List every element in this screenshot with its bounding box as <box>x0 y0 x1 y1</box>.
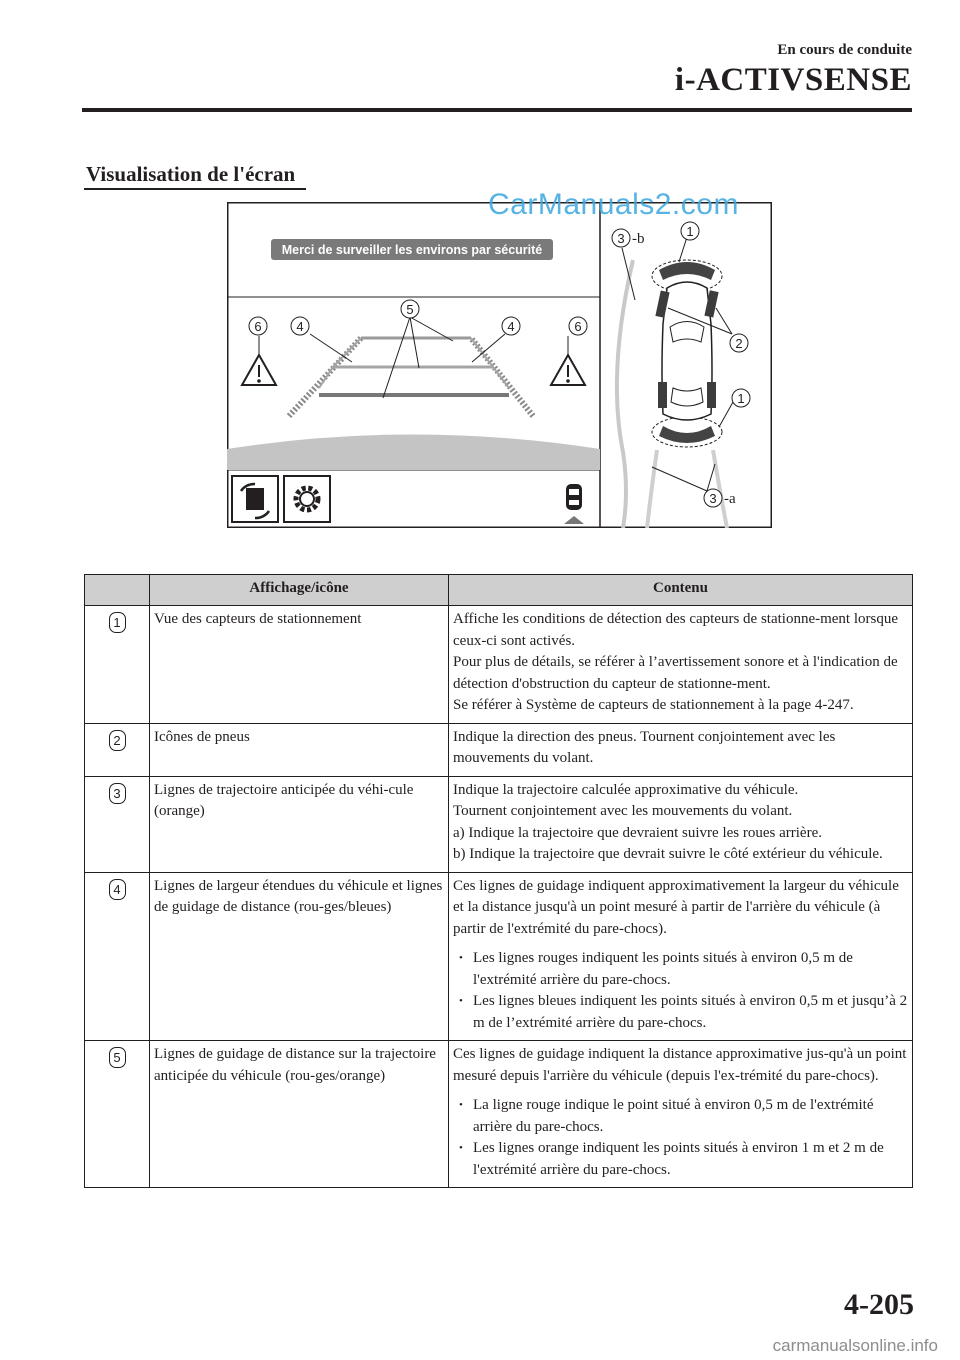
svg-text:6: 6 <box>574 319 582 334</box>
bullet-item: • Les lignes bleues indiquent les points situés à environ 0,5 m et jusqu’à 2 m de l’extrémité arrière du pare-chocs. <box>459 991 908 1034</box>
content-paragraph: Pour plus de détails, se référer à l’avertissement sonore et à l'indication de détection d'obstruction du capteur de stationne-ment. <box>453 654 898 692</box>
content-cell <box>449 776 913 872</box>
content-paragraph: Affiche les conditions de détection des capteurs de stationne-ment lorsque ceux-ci sont activés. <box>453 611 899 649</box>
content-cell <box>449 872 913 1041</box>
row-number: 3 <box>109 783 126 804</box>
callout-4 <box>291 317 309 335</box>
svg-text:4: 4 <box>507 319 515 334</box>
row-number: 5 <box>109 1047 126 1068</box>
header-display: Affichage/icône <box>150 575 449 606</box>
section-underline <box>84 188 306 190</box>
header-title: i-ACTIVSENSE <box>674 62 912 98</box>
display-cell: Lignes de largeur étendues du véhicule et lignes de guidage de distance (rou-ges/bleues) <box>150 872 449 1041</box>
content-paragraph: Se référer à Système de capteurs de stationnement à la page 4-247. <box>453 697 854 713</box>
svg-text:3: 3 <box>709 491 717 506</box>
bullet-item: • La ligne rouge indique le point situé à environ 0,5 m de l'extrémité arrière du pare-chocs. <box>459 1095 908 1138</box>
banner-graphic <box>271 239 553 260</box>
page-number: 4-205 <box>844 1288 914 1321</box>
header-content: Contenu <box>449 575 913 606</box>
header-rule <box>82 108 912 112</box>
table-header-row <box>85 575 913 606</box>
callout-2 <box>730 334 748 352</box>
display-cell: Icônes de pneus <box>150 723 449 776</box>
row-number: 2 <box>109 730 126 751</box>
banner-text: Merci de surveiller les environs par sécurité <box>281 243 543 257</box>
table-row <box>85 872 913 1041</box>
svg-text:1: 1 <box>686 224 694 239</box>
svg-text:4: 4 <box>296 319 304 334</box>
bullet-list <box>453 1095 908 1181</box>
bullet-item: • Les lignes rouges indiquent les points situés à environ 0,5 m de l'extrémité arrière du pare-chocs. <box>459 948 908 991</box>
callout-1 <box>681 222 699 240</box>
row-number-cell <box>85 723 150 776</box>
content-paragraph: Tournent conjointement avec les mouvements du volant. <box>453 803 793 819</box>
table-row <box>85 723 913 776</box>
row-number: 4 <box>109 879 126 900</box>
content-paragraph: b) Indique la trajectoire que devrait suivre le côté extérieur du véhicule. <box>453 846 883 862</box>
svg-text:-a: -a <box>724 491 736 507</box>
display-cell: Vue des capteurs de stationnement <box>150 606 449 724</box>
bullet-item: • Les lignes orange indiquent les points situés à environ 1 m et 2 m de l'extrémité arrière du pare-chocs. <box>459 1138 908 1181</box>
content-cell <box>449 606 913 724</box>
content-paragraph: Ces lignes de guidage indiquent approximativement la largeur du véhicule et la distance jusqu'à un point mesuré à partir de l'arrière du véhicule (à partir de l'extrémité du pare-chocs). <box>453 877 899 937</box>
svg-text:5: 5 <box>406 302 414 317</box>
svg-text:6: 6 <box>254 319 262 334</box>
screen-illustration <box>227 202 772 528</box>
row-number: 1 <box>109 612 126 633</box>
callout-4 <box>502 317 520 335</box>
table-row <box>85 776 913 872</box>
svg-text:2: 2 <box>735 336 743 351</box>
content-paragraph: Ces lignes de guidage indiquent la distance approximative jus-qu'à un point mesuré depuis l'arrière du véhicule (depuis l'ex-trémité du pare-chocs). <box>453 1046 907 1084</box>
svg-text:-b: -b <box>632 231 645 247</box>
section-title: Visualisation de l'écran <box>86 162 296 186</box>
row-number-cell <box>85 776 150 872</box>
content-paragraph: Indique la trajectoire calculée approximative du véhicule. <box>453 781 799 798</box>
settings-icon <box>284 476 330 522</box>
display-cell: Lignes de guidage de distance sur la trajectoire anticipée du véhicule (rou-ges/orange) <box>150 1041 449 1188</box>
row-number-cell <box>85 1041 150 1188</box>
callout-1 <box>732 389 750 407</box>
callout-3a <box>704 489 736 507</box>
svg-text:3: 3 <box>617 231 625 246</box>
row-number-cell <box>85 872 150 1041</box>
bullet-list <box>453 948 908 1034</box>
header-blank <box>85 575 150 606</box>
content-paragraph: a) Indique la trajectoire que devraient suivre les roues arrière. <box>453 824 822 841</box>
display-cell: Lignes de trajectoire anticipée du véhi-cule (orange) <box>150 776 449 872</box>
table-row <box>85 606 913 724</box>
watermark: CarManuals2.com <box>488 188 739 221</box>
content-cell <box>449 1041 913 1188</box>
row-number-cell <box>85 606 150 724</box>
content-paragraph: Indique la direction des pneus. Tournent conjointement avec les mouvements du volant. <box>453 728 836 766</box>
footer-watermark: carmanualsonline.info <box>772 1336 938 1355</box>
callout-6 <box>249 317 267 335</box>
content-cell <box>449 723 913 776</box>
camera-switch-icon <box>232 476 278 522</box>
callout-6 <box>569 317 587 335</box>
svg-text:1: 1 <box>737 391 745 406</box>
header-section: En cours de conduite <box>777 42 912 58</box>
table-row <box>85 1041 913 1188</box>
callout-5 <box>401 300 419 318</box>
spec-table <box>84 574 913 1188</box>
